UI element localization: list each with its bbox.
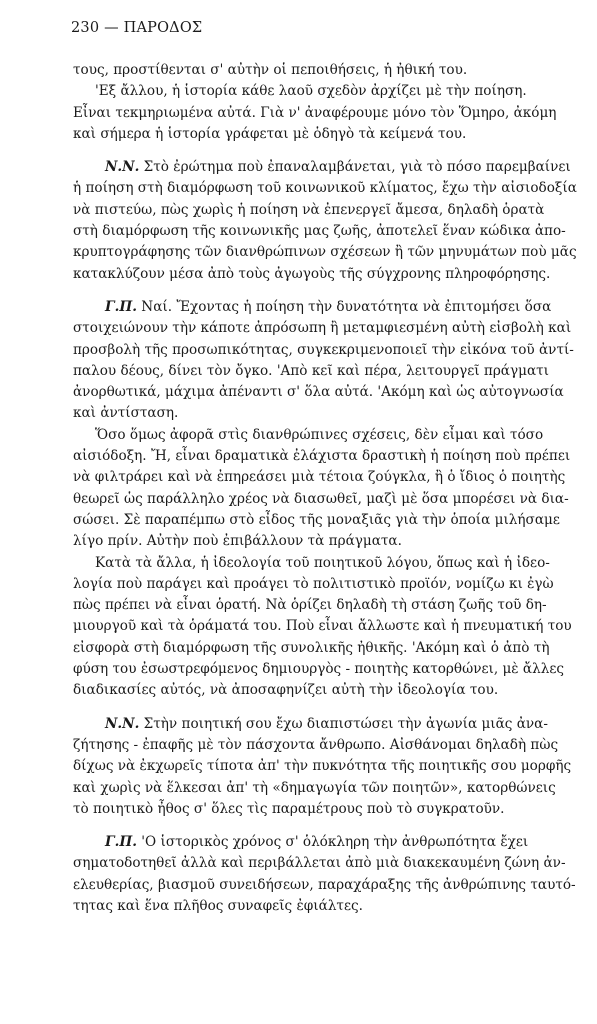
line-text: ἡ ποίηση στὴ διαμόρφωση τοῦ κοινωνικοῦ κλίματος, ἔχω τὴν αἰσιοδοξία <box>73 180 577 197</box>
speaker-label: Ν.Ν. <box>105 159 140 176</box>
paragraph <box>73 60 583 145</box>
paragraph <box>73 832 583 917</box>
line-text: νὰ πιστεύω, πὼς χωρὶς ἡ ποίηση νὰ ἐπενεργεῖ ἄμεσα, δηλαδὴ ὁρατὰ <box>73 201 545 218</box>
line-text: καὶ σήμερα ἡ ἱστορία γράφεται μὲ ὁδηγὸ τὰ κείμενά του. <box>73 125 467 142</box>
line-text: στὴ διαμόρφωση τῆς κοινωνικῆς μας ζωῆς, ἀποτελεῖ ἕναν κώδικα ἀπο- <box>73 223 566 240</box>
text-line <box>73 832 583 853</box>
line-text: ελευθερίας, βιασμοῦ συνειδήσεων, παραχάραξης τῆς ἀνθρώπινης ταυτό- <box>73 876 576 893</box>
line-text: λίγο πρίν. Αὐτὴν ποὺ ἐπιβάλλουν τὰ πράγματα. <box>73 533 402 550</box>
text-line <box>73 200 583 221</box>
text-line <box>73 242 583 263</box>
text-line <box>73 853 583 874</box>
text-line <box>73 403 583 424</box>
text-line <box>73 361 583 382</box>
speaker-label: Γ.Π. <box>105 834 137 851</box>
text-line <box>73 616 583 637</box>
line-text: Κατὰ τὰ ἄλλα, ἡ ἰδεολογία τοῦ ποιητικοῦ λόγου, ὅπως καὶ ἡ ἰδεο- <box>95 554 550 571</box>
line-text: νὰ φιλτράρει καὶ νὰ ἐπηρεάσει μιὰ τέτοια ζούγκλα, ἢ ὁ ἴδιος ὁ ποιητὴς <box>73 469 566 486</box>
line-text: διαδικασίες αὐτός, νὰ ἀποσαφηνίζει αὐτὴ τὴν ἰδεολογία του. <box>73 682 499 699</box>
text-line <box>73 896 583 917</box>
body-text <box>73 60 583 917</box>
line-text: λογία ποὺ παράγει καὶ προάγει τὸ πολιτιστικὸ προϊόν, νομίζω κι ἐγὼ <box>73 575 554 592</box>
text-line <box>73 799 583 820</box>
line-text: Στὴν ποιητική σου ἔχω διαπιστώσει τὴν ἀγωνία μιᾶς ἀνα- <box>143 715 548 732</box>
text-line <box>73 264 583 285</box>
line-text: 'Ο ἱστορικὸς χρόνος σ' ὁλόκληρη τὴν ἀνθρωπότητα ἔχει <box>141 834 529 851</box>
text-line <box>73 425 583 446</box>
text-line <box>73 157 583 178</box>
line-text: Εἶναι τεκμηριωμένα αὐτά. Γιὰ ν' ἀναφέρουμε μόνο τὸν Ὅμηρο, ἀκόμη <box>73 104 557 121</box>
paragraph <box>73 157 583 285</box>
text-line <box>73 756 583 777</box>
line-text: αἰσιόδοξη. Ἤ, εἶναι δραματικὰ ἐλάχιστα δραστικὴ ἡ ποίηση ποὺ πρέπει <box>73 448 571 465</box>
text-line <box>73 446 583 467</box>
line-text: καὶ ἀντίσταση. <box>73 405 179 422</box>
line-text: τους, προστίθενται σ' αὐτὴν οἱ πεποιθήσεις, ἡ ἠθική του. <box>73 62 468 78</box>
line-text: σηματοδοτηθεῖ ἀλλὰ καὶ περιβάλλεται ἀπὸ μιὰ διακεκαυμένη ζώνη ἀν- <box>73 855 566 872</box>
text-line <box>73 680 583 701</box>
running-head: 230 — ΠΑΡΟΔΟΣ <box>71 20 203 36</box>
line-text: εἰσφορὰ στὴ διαμόρφωση τῆς συνολικῆς ἠθικῆς. 'Ακόμη καὶ ὁ ἀπὸ τὴ <box>73 639 550 656</box>
line-text: θεωρεῖ ὡς παράλληλο χρέος νὰ διασωθεῖ, μαζὶ μὲ ὅσα μπορέσει νὰ δια- <box>73 490 569 507</box>
paragraph <box>73 553 583 702</box>
text-line <box>73 531 583 552</box>
line-text: τητας καὶ ἕνα πλῆθος συναφεῖς ἐφιάλτες. <box>73 897 363 914</box>
text-line <box>73 124 583 145</box>
line-text: παλου δέους, δίνει τὸν ὄγκο. 'Απὸ κεῖ καὶ πέρα, λειτουργεῖ πράγματι <box>73 362 549 379</box>
paragraph <box>73 297 583 425</box>
text-line <box>73 553 583 574</box>
text-line <box>73 60 583 81</box>
text-line <box>73 875 583 896</box>
text-line <box>73 735 583 756</box>
speaker-label: Ν.Ν. <box>105 715 140 732</box>
line-text: μιουργοῦ καὶ τὰ ὁράματά του. Ποὺ εἶναι ἄλλωστε καὶ ἡ πνευματική του <box>73 618 572 635</box>
text-line <box>73 81 583 102</box>
text-line <box>73 297 583 318</box>
text-line <box>73 595 583 616</box>
text-line <box>73 318 583 339</box>
text-line <box>73 382 583 403</box>
line-text: ἀνορθωτικά, μάχιμα ἀπέναντι σ' ὅλα αὐτά. 'Ακόμη καὶ ὡς αὐτογνωσία <box>73 384 564 401</box>
text-line <box>73 778 583 799</box>
line-text: ζήτησης - ἐπαφῆς μὲ τὸν πάσχοντα ἄνθρωπο. Αἰσθάνομαι δηλαδὴ πὼς <box>73 736 559 753</box>
line-text: κατακλύζουν μέσα ἀπὸ τοὺς ἀγωγοὺς τῆς σύγχρονης πληροφόρησης. <box>73 265 551 282</box>
line-text: προσβολὴ τῆς προσωπικότητας, συγκεκριμενοποιεῖ τὴν εἰκόνα τοῦ ἀντί- <box>73 341 574 358</box>
line-text: τὸ ποιητικὸ ἦθος σ' ὅλες τὶς παραμέτρους ποὺ τὸ συγκρατοῦν. <box>73 800 505 817</box>
line-text: δίχως νὰ ἐκχωρεῖς τίποτα ἀπ' τὴν πυκνότητα τῆς ποιητικῆς σου μορφῆς <box>73 758 572 775</box>
line-text: κρυπτογράφησης τῶν διανθρώπινων σχέσεων ἢ τῶν μηνυμάτων ποὺ μᾶς <box>73 244 577 261</box>
speaker-label: Γ.Π. <box>105 298 137 315</box>
line-text: Στὸ ἐρώτημα ποὺ ἐπαναλαμβάνεται, γιὰ τὸ πόσο παρεμβαίνει <box>143 159 571 176</box>
text-line <box>73 714 583 735</box>
line-text: στοιχειώνουν τὴν κάποτε ἀπρόσωπη ἢ μεταμφιεσμένη αὐτὴ εἰσβολὴ καὶ <box>73 320 572 337</box>
text-line <box>73 221 583 242</box>
text-line <box>73 340 583 361</box>
text-line <box>73 638 583 659</box>
text-line <box>73 510 583 531</box>
text-line <box>73 103 583 124</box>
text-line <box>73 659 583 680</box>
paragraph <box>73 425 583 553</box>
paragraph <box>73 714 583 820</box>
line-text: Ὅσο ὅμως ἀφορᾶ στὶς διανθρώπινες σχέσεις, δὲν εἶμαι καὶ τόσο <box>95 426 544 443</box>
text-line <box>73 489 583 510</box>
line-text: φύση του ἐσωστρεφόμενος δημιουργὸς - ποιητὴς κατορθώνει, μὲ ἄλλες <box>73 661 564 678</box>
text-line <box>73 574 583 595</box>
line-text: πὼς πρέπει νὰ εἶναι ὁρατή. Νὰ ὁρίζει δηλαδὴ τὴ στάση ζωῆς τοῦ δη- <box>73 597 547 614</box>
text-line <box>73 178 583 199</box>
line-text: Ναί. Ἔχοντας ἡ ποίηση τὴν δυνατότητα νὰ ἐπιτομήσει ὅσα <box>141 298 552 315</box>
line-text: 'Εξ ἄλλου, ἡ ἱστορία κάθε λαοῦ σχεδὸν ἀρχίζει μὲ τὴν ποίηση. <box>95 83 527 100</box>
line-text: καὶ χωρὶς νὰ ἕλκεσαι ἀπ' τὴ «δημαγωγία τῶν ποιητῶν», κατορθώνεις <box>73 779 556 796</box>
line-text: σώσει. Σὲ παραπέμπω στὸ εἶδος τῆς μοναξιᾶς γιὰ τὴν ὁποία μιλήσαμε <box>73 511 560 528</box>
text-line <box>73 467 583 488</box>
